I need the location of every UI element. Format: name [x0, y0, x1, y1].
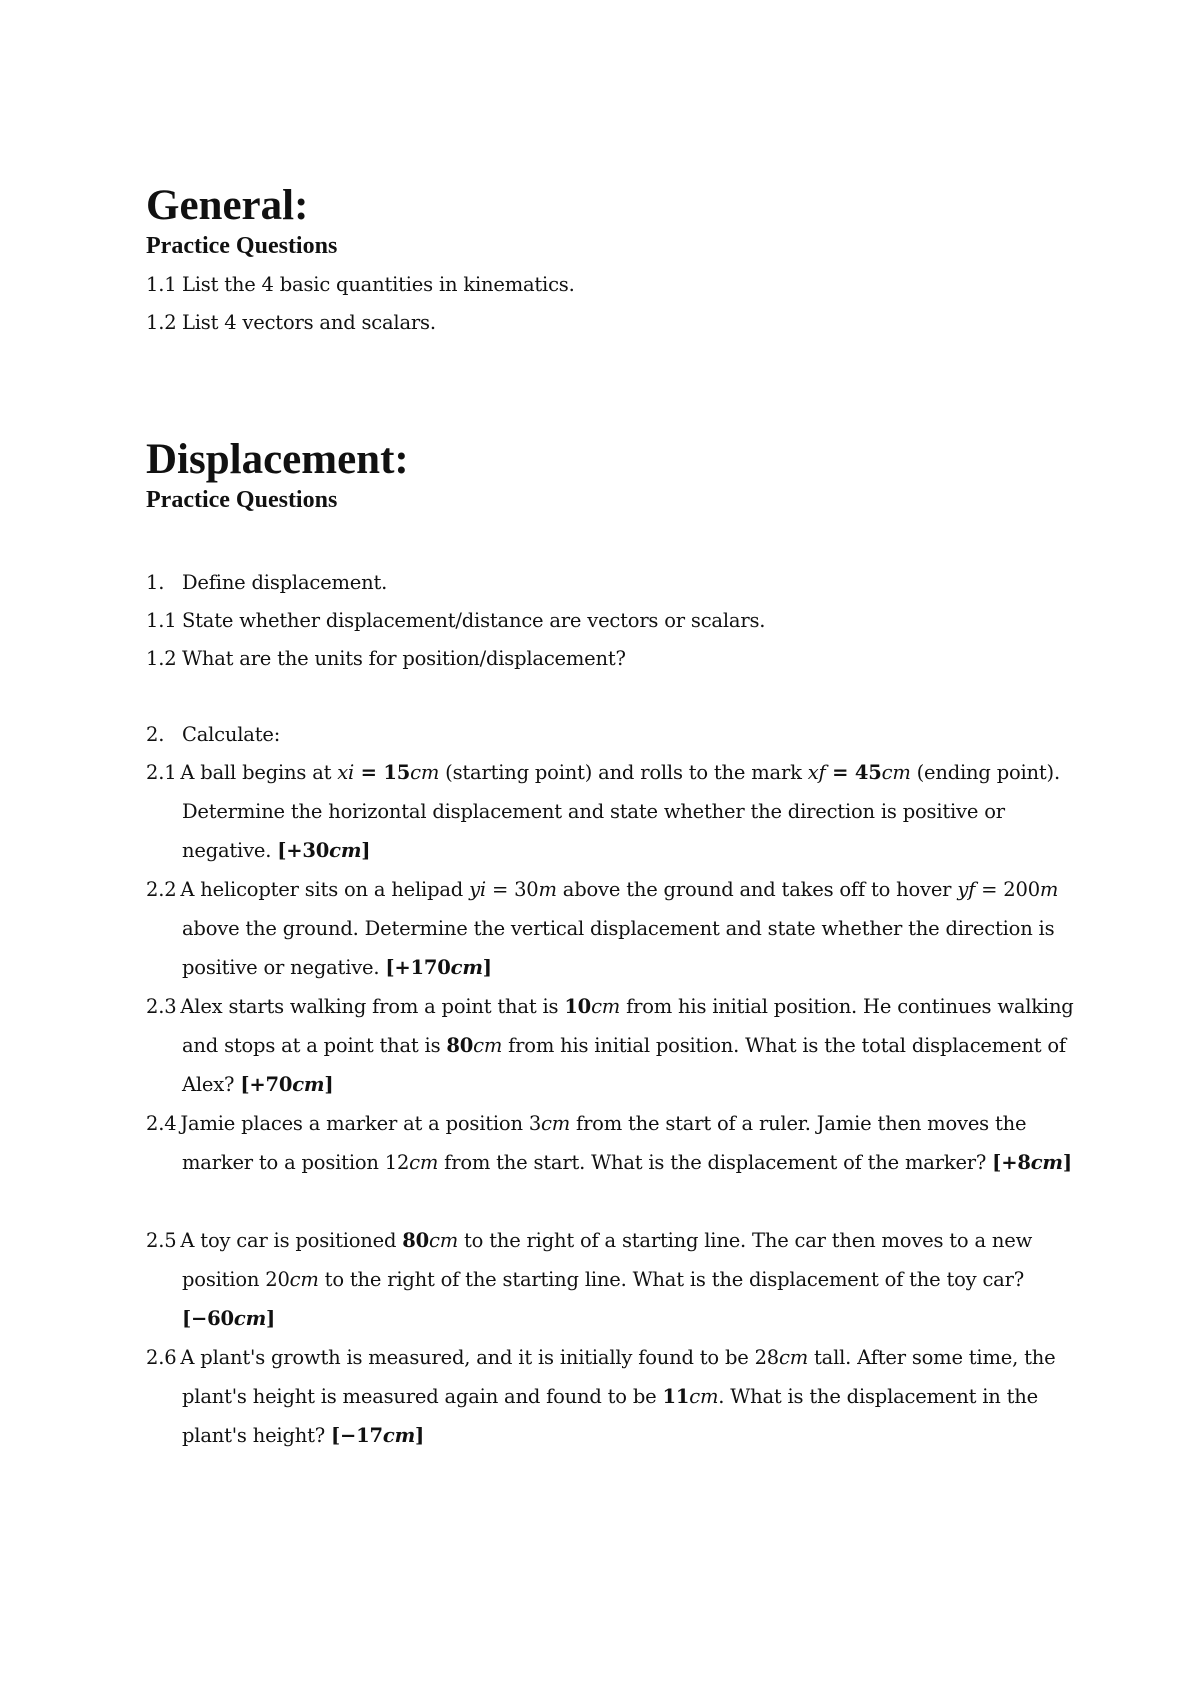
- question-number: 1.1: [146, 609, 177, 632]
- calc-question-2-6: [146, 1338, 1076, 1455]
- question-number: 1.2: [146, 311, 177, 334]
- math-value: 80: [446, 1034, 474, 1057]
- question-text: (starting point) and rolls to the mark: [439, 761, 808, 784]
- question-text: to the right of the starting line. What is the displacement of the toy car?: [318, 1268, 1024, 1291]
- calc-question-2-2: [146, 870, 1076, 987]
- math-value: 80: [402, 1229, 430, 1252]
- math-variable: yf: [957, 878, 976, 901]
- question-number: 1.: [146, 571, 165, 594]
- math-unit: cm: [591, 995, 621, 1018]
- question-text: from his initial position. What is the total displacement of Alex?: [182, 1034, 1066, 1096]
- answer-bracket: ]: [1062, 1151, 1072, 1174]
- question-number: 1.2: [146, 647, 177, 670]
- answer-unit: cm: [450, 956, 483, 979]
- calc-question-2-5: [146, 1221, 1076, 1338]
- question-text: Alex starts walking from a point that is: [180, 995, 565, 1018]
- calc-question-2-3: [146, 987, 1076, 1104]
- question-number: 2.6: [146, 1346, 177, 1369]
- question-text: List 4 vectors and scalars.: [182, 311, 436, 334]
- question-text: tall. After some time, the plant's height is measured again and found to be: [182, 1346, 1056, 1408]
- math-unit: cm: [409, 1151, 439, 1174]
- question-number: 2.3: [146, 995, 177, 1018]
- math-variable: xf: [807, 761, 826, 784]
- answer-bracket: ]: [324, 1073, 334, 1096]
- question-text: . What is the displacement in the plant's height?: [182, 1385, 1038, 1447]
- question-text: from the start. What is the displacement of the marker?: [438, 1151, 993, 1174]
- math-unit: cm: [473, 1034, 503, 1057]
- question-text: State whether displacement/distance are vectors or scalars.: [182, 609, 766, 632]
- answer-value: [+70: [240, 1073, 293, 1096]
- question-text: Jamie places a marker at a position: [180, 1112, 529, 1135]
- math-value: 28: [754, 1346, 780, 1369]
- calc-question-2-4: [146, 1104, 1076, 1182]
- question-number: 2.4: [146, 1112, 177, 1135]
- question-text: Define displacement.: [182, 571, 388, 594]
- math-unit: cm: [881, 761, 911, 784]
- displacement-subheading: Practice Questions: [146, 487, 338, 513]
- math-unit: cm: [429, 1229, 459, 1252]
- calculate-header: [146, 715, 1076, 754]
- math-value: = 45: [825, 761, 882, 784]
- question-text: from his initial position. He continues walking and stops at a point that is: [182, 995, 1074, 1057]
- displacement-heading: Displacement:: [146, 436, 409, 483]
- answer-unit: cm: [292, 1073, 325, 1096]
- answer-value: [+170: [385, 956, 451, 979]
- math-unit: m: [538, 878, 557, 901]
- calc-question-2-1: [146, 753, 1076, 870]
- question-text: to the right of a starting line. The car then moves to a new position: [182, 1229, 1033, 1291]
- math-unit: cm: [689, 1385, 719, 1408]
- define-question-1-1: [146, 601, 1076, 640]
- math-unit: cm: [289, 1268, 319, 1291]
- answer: [385, 956, 491, 979]
- answer-value: [−60: [182, 1307, 234, 1330]
- math-value: = 200: [975, 878, 1040, 901]
- question-text: Calculate:: [182, 723, 281, 746]
- answer-bracket: ]: [266, 1307, 276, 1330]
- answer: [182, 1307, 275, 1330]
- math-variable: yi: [469, 878, 486, 901]
- math-unit: cm: [410, 761, 440, 784]
- answer-bracket: ]: [415, 1424, 425, 1447]
- math-unit: cm: [541, 1112, 571, 1135]
- define-question-1-2: [146, 639, 1076, 678]
- answer-unit: cm: [329, 839, 362, 862]
- math-value: 11: [662, 1385, 690, 1408]
- answer: [331, 1424, 424, 1447]
- question-text: (ending point). Determine the horizontal displacement and state whether the direction is positive or negative.: [182, 761, 1060, 862]
- answer: [992, 1151, 1072, 1174]
- general-question-1-1: [146, 265, 1076, 304]
- general-question-1-2: [146, 303, 1076, 342]
- math-value: 12: [384, 1151, 410, 1174]
- answer: [240, 1073, 333, 1096]
- math-value: 3: [528, 1112, 542, 1135]
- question-text: above the ground and takes off to hover: [556, 878, 958, 901]
- question-number: 1.1: [146, 273, 177, 296]
- question-number: 2.2: [146, 878, 177, 901]
- question-text: A toy car is positioned: [180, 1229, 403, 1252]
- answer-value: [+30: [277, 839, 330, 862]
- answer-value: [−17: [330, 1424, 383, 1447]
- math-unit: m: [1039, 878, 1059, 901]
- answer: [277, 839, 370, 862]
- math-variable: xi: [337, 761, 355, 784]
- question-number: 2.1: [146, 761, 177, 784]
- math-value: 10: [564, 995, 592, 1018]
- question-text: from the start of a ruler. Jamie then moves the marker to a position: [182, 1112, 1027, 1174]
- question-text: A ball begins at: [180, 761, 338, 784]
- math-value: 20: [265, 1268, 290, 1291]
- answer-bracket: ]: [482, 956, 492, 979]
- question-text: What are the units for position/displacement?: [182, 647, 626, 670]
- define-question-1: [146, 563, 1076, 602]
- general-heading: General:: [146, 182, 309, 229]
- question-text: above the ground. Determine the vertical displacement and state whether the direction is positive or negative.: [182, 917, 1055, 979]
- math-unit: cm: [779, 1346, 809, 1369]
- general-subheading: Practice Questions: [146, 233, 338, 259]
- question-number: 2.: [146, 723, 165, 746]
- answer-value: [+8: [992, 1151, 1031, 1174]
- math-value: = 30: [485, 878, 539, 901]
- answer-unit: cm: [382, 1424, 415, 1447]
- answer-unit: cm: [233, 1307, 267, 1330]
- question-text: A plant's growth is measured, and it is initially found to be: [180, 1346, 755, 1369]
- answer-bracket: ]: [361, 839, 371, 862]
- math-value: = 15: [354, 761, 411, 784]
- question-number: 2.5: [146, 1229, 177, 1252]
- question-text: A helicopter sits on a helipad: [180, 878, 470, 901]
- answer-unit: cm: [1030, 1151, 1063, 1174]
- question-text: List the 4 basic quantities in kinematics.: [182, 273, 575, 296]
